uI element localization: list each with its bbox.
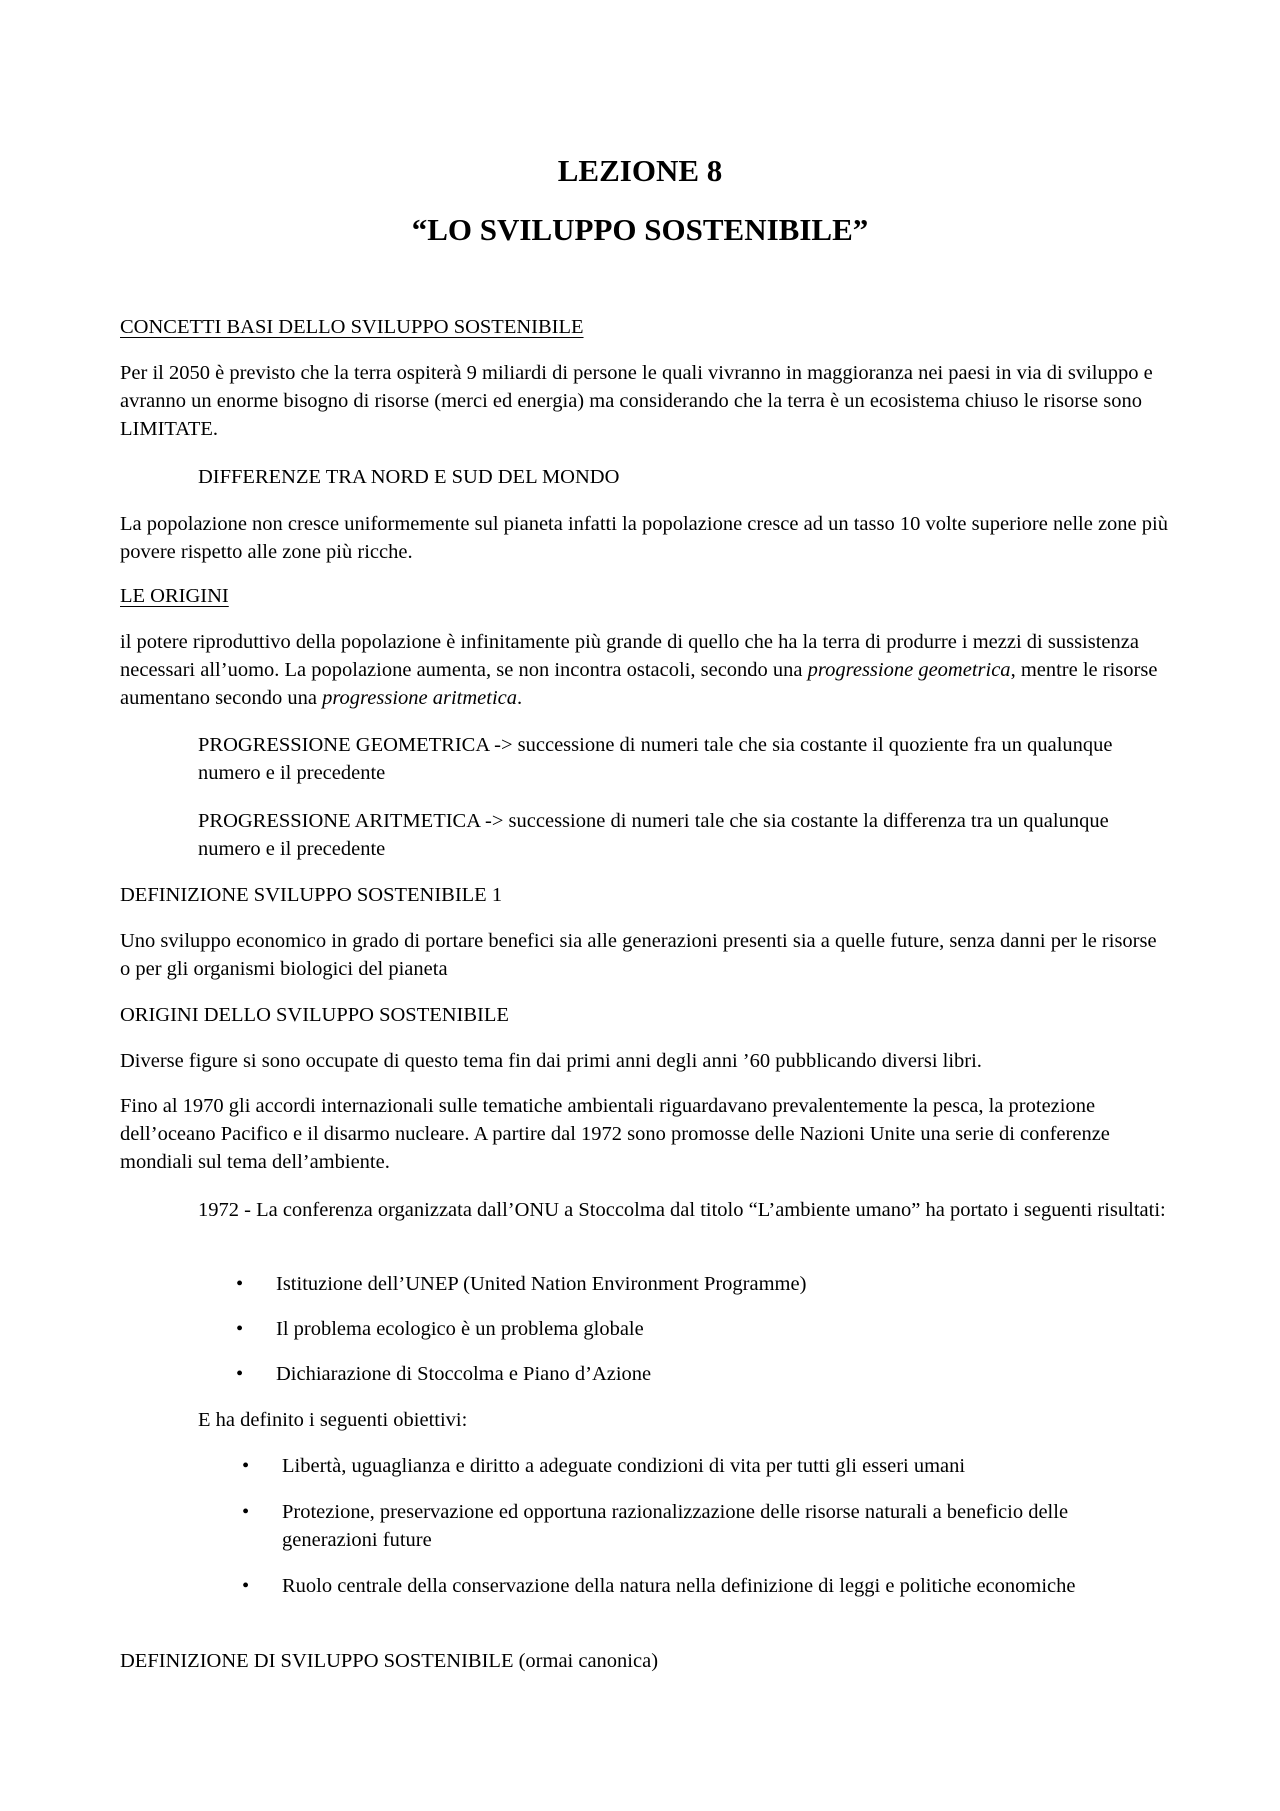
heading-definizione-1: DEFINIZIONE SVILUPPO SOSTENIBILE 1 xyxy=(120,884,503,906)
heading-differenze: DIFFERENZE TRA NORD E SUD DEL MONDO xyxy=(198,466,620,488)
heading-concetti-basi: CONCETTI BASI DELLO SVILUPPO SOSTENIBILE xyxy=(120,316,584,338)
paragraph-definizione-1: Uno sviluppo economico in grado di portare benefici sia alle generazioni presenti sia a quelle future, senza danni per le risorse o per gli organismi biologici del pianeta xyxy=(120,930,1157,980)
list-item-text: Istituzione dell’UNEP (United Nation Environment Programme) xyxy=(276,1273,807,1295)
list-item-text: Ruolo centrale della conservazione della natura nella definizione di leggi e politiche economiche xyxy=(282,1575,1076,1597)
paragraph-1970: Fino al 1970 gli accordi internazionali sulle tematiche ambientali riguardavano prevalentemente la pesca, la protezione dell’oceano Pacifico e il disarmo nucleare. A partire dal 1972 sono promosse delle Nazioni Unite una serie di conferenze mondiali sul tema dell’ambiente. xyxy=(120,1095,1110,1173)
paragraph-popolazione: La popolazione non cresce uniformemente sul pianeta infatti la popolazione cresce ad un tasso 10 volte superiore nelle zone più povere rispetto alle zone più ricche. xyxy=(120,513,1168,563)
bullet-icon: • xyxy=(236,1318,244,1340)
paragraph-2050: Per il 2050 è previsto che la terra ospiterà 9 miliardi di persone le quali vivranno in maggioranza nei paesi in via di sviluppo e avranno un enorme bisogno di risorse (merci ed energia) ma considerando che la terra è un ecosistema chiuso le risorse sono LIMITATE. xyxy=(120,362,1153,440)
list-item-text: Il problema ecologico è un problema globale xyxy=(276,1318,644,1340)
emphasis-progressione-geometrica: progressione geometrica xyxy=(807,659,1011,681)
paragraph-origini: il potere riproduttivo della popolazione è infinitamente più grande di quello che ha la terra di produrre i mezzi di sussistenza necessari all’uomo. La popolazione aumenta, se non incontra ostacoli, secondo una progressione geometrica, mentre le risorse aumentano secondo una progressione aritmetica. xyxy=(120,631,1158,709)
page-title: LEZIONE 8 xyxy=(557,153,723,188)
bullet-icon: • xyxy=(236,1273,244,1295)
definition-progressione-geometrica: PROGRESSIONE GEOMETRICA -> successione di numeri tale che sia costante il quoziente fra un qualunque numero e il precedente xyxy=(198,734,1113,784)
heading-origini-sviluppo: ORIGINI DELLO SVILUPPO SOSTENIBILE xyxy=(120,1004,509,1026)
bullet-icon: • xyxy=(242,1455,250,1477)
heading-le-origini: LE ORIGINI xyxy=(120,585,229,607)
heading-definizione-canonica: DEFINIZIONE DI SVILUPPO SOSTENIBILE (ormai canonica) xyxy=(120,1650,659,1672)
bullet-icon: • xyxy=(242,1501,250,1523)
emphasis-progressione-aritmetica: progressione aritmetica xyxy=(322,687,518,709)
paragraph-conferenza-1972: 1972 - La conferenza organizzata dall’ONU a Stoccolma dal titolo “L’ambiente umano” ha portato i seguenti risultati: xyxy=(198,1199,1166,1221)
list-item-text: Libertà, uguaglianza e diritto a adeguate condizioni di vita per tutti gli esseri umani xyxy=(282,1455,966,1477)
list-item-text: Protezione, preservazione ed opportuna razionalizzazione delle risorse naturali a beneficio delle generazioni future xyxy=(282,1501,1069,1551)
paragraph-obiettivi: E ha definito i seguenti obiettivi: xyxy=(198,1409,468,1431)
page-subtitle: “LO SVILUPPO SOSTENIBILE” xyxy=(411,212,869,247)
bullet-icon: • xyxy=(236,1363,244,1385)
paragraph-figure: Diverse figure si sono occupate di questo tema fin dai primi anni degli anni ’60 pubblicando diversi libri. xyxy=(120,1050,982,1072)
bullet-icon: • xyxy=(242,1575,250,1597)
list-item-text: Dichiarazione di Stoccolma e Piano d’Azione xyxy=(276,1363,652,1385)
definition-progressione-aritmetica: PROGRESSIONE ARITMETICA -> successione di numeri tale che sia costante la differenza tra un qualunque numero e il precedente xyxy=(198,810,1109,860)
